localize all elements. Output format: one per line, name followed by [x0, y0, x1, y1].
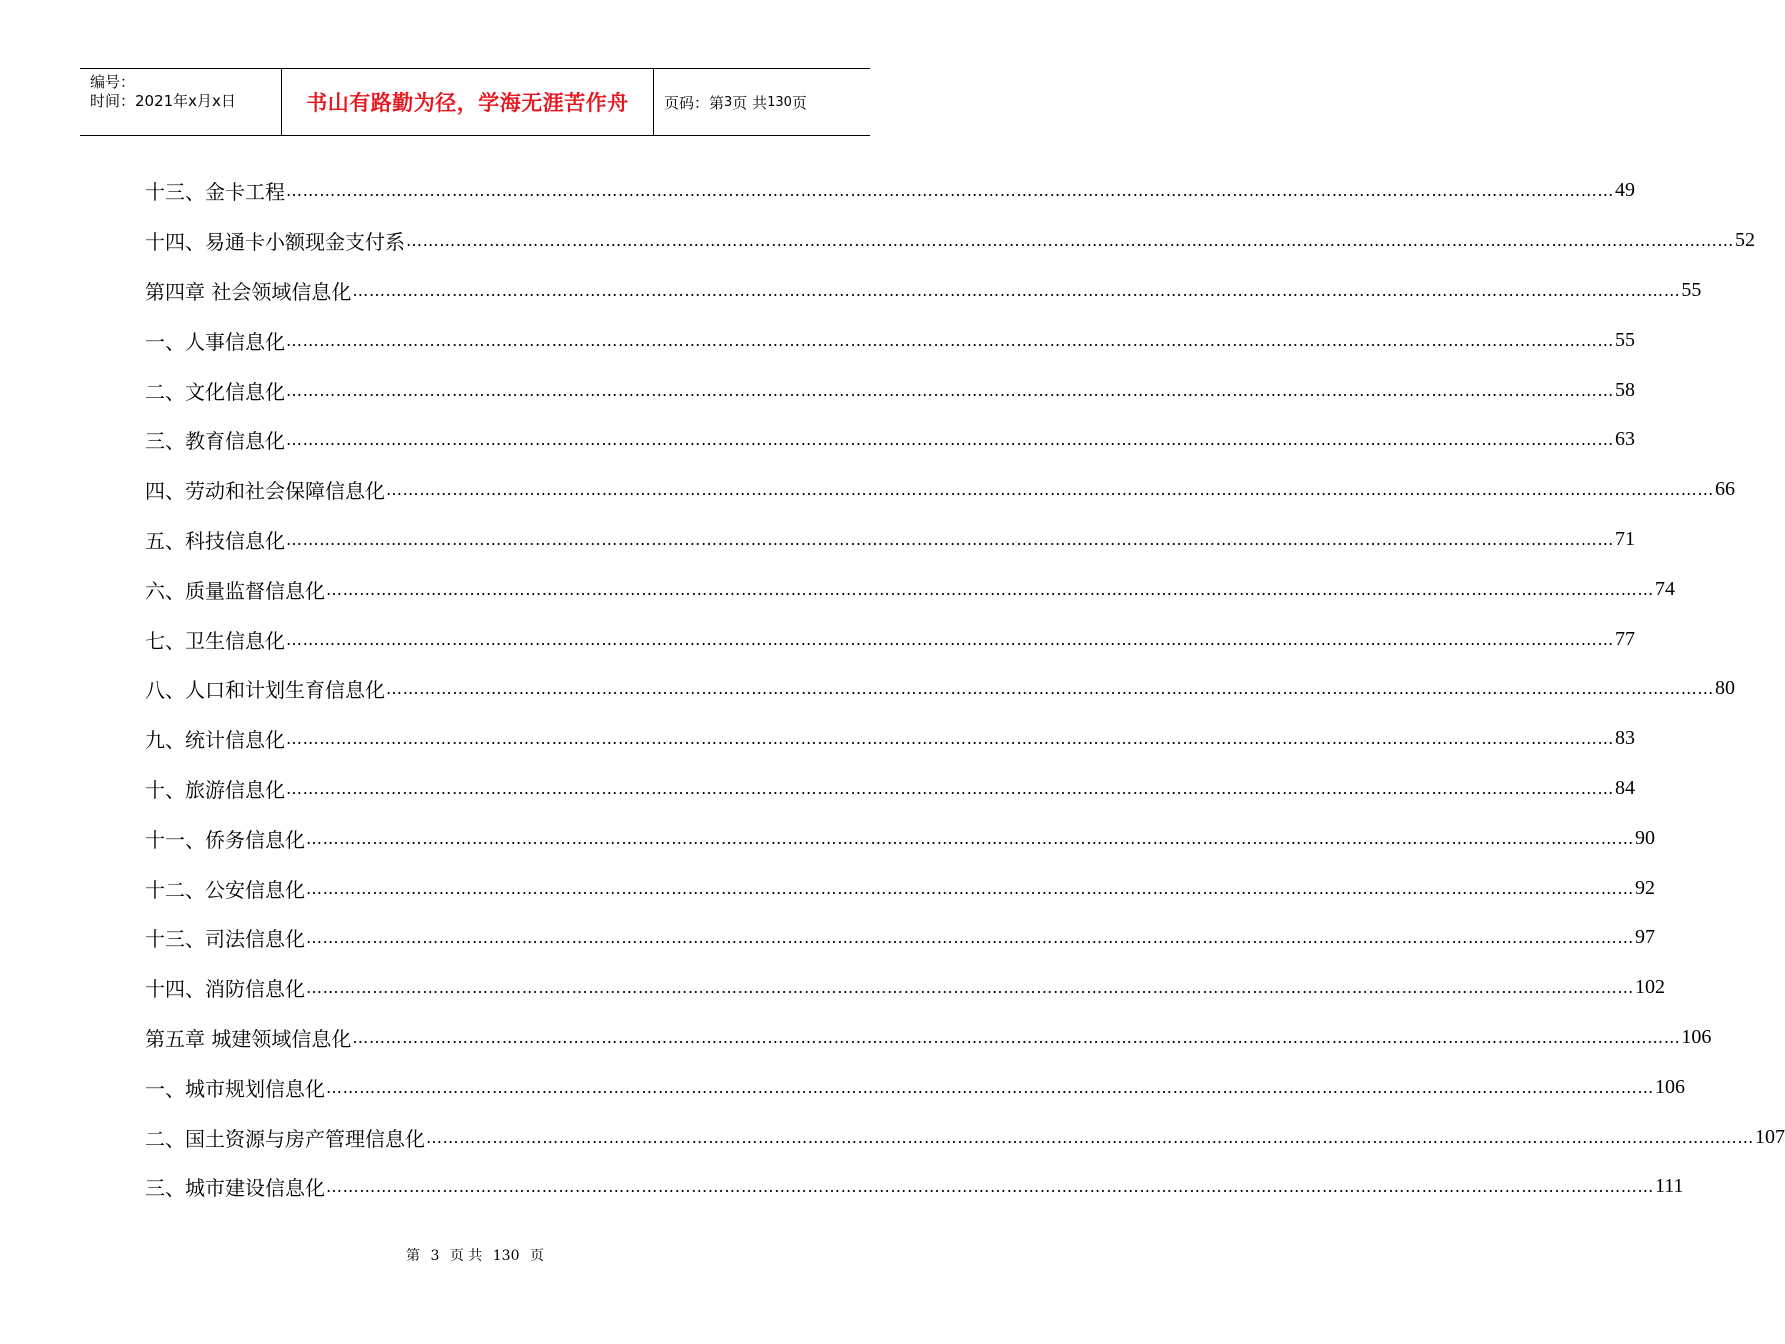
document-time-label: 时间：2021年x月x日	[90, 92, 236, 110]
toc-entry-page: 92	[1635, 876, 1655, 899]
header-page-info	[654, 69, 870, 135]
footer-total-pages: 130	[492, 1248, 520, 1264]
toc-entry[interactable]	[145, 266, 1702, 316]
toc-dot-leader: ……………………………………………………………………………………………………………………………………………………………………………………………………………………	[326, 579, 1654, 599]
toc-entry[interactable]	[145, 564, 1675, 614]
toc-entry-title: 三、教育信息化	[145, 429, 285, 454]
toc-entry-title: 一、人事信息化	[145, 329, 285, 354]
toc-dot-leader: ……………………………………………………………………………………………………………………………………………………………………………………………………………………	[286, 380, 1614, 400]
toc-dot-leader: ……………………………………………………………………………………………………………………………………………………………………………………………………………………	[286, 330, 1614, 350]
toc-dot-leader: ……………………………………………………………………………………………………………………………………………………………………………………………………………………	[326, 1077, 1654, 1097]
toc-dot-leader: ……………………………………………………………………………………………………………………………………………………………………………………………………………………	[326, 1177, 1654, 1197]
header-page-end: 页	[791, 93, 807, 112]
toc-entry[interactable]	[145, 1162, 1684, 1212]
toc-entry-title: 十一、侨务信息化	[145, 827, 305, 852]
toc-entry[interactable]	[145, 963, 1665, 1013]
toc-entry[interactable]	[145, 714, 1635, 764]
toc-entry-title: 九、统计信息化	[145, 728, 285, 753]
toc-entry-page: 84	[1615, 776, 1635, 799]
toc-dot-leader: ……………………………………………………………………………………………………………………………………………………………………………………………………………………	[386, 480, 1714, 500]
toc-entry-page: 80	[1715, 677, 1735, 700]
toc-entry[interactable]	[145, 1062, 1685, 1112]
toc-entry-page: 107	[1755, 1125, 1785, 1148]
toc-entry-page: 52	[1735, 229, 1755, 252]
toc-entry[interactable]	[145, 1112, 1785, 1162]
toc-entry[interactable]	[145, 1013, 1712, 1063]
toc-entry[interactable]	[145, 764, 1635, 814]
toc-entry-title: 十三、金卡工程	[145, 180, 285, 205]
toc-entry-title: 十、旅游信息化	[145, 777, 285, 802]
toc-entry-page: 111	[1655, 1175, 1684, 1198]
toc-entry-title: 十四、消防信息化	[145, 977, 305, 1002]
toc-entry-page: 102	[1635, 976, 1665, 999]
footer-current-page: 3	[430, 1248, 440, 1264]
toc-entry[interactable]	[145, 863, 1655, 913]
toc-dot-leader: ……………………………………………………………………………………………………………………………………………………………………………………………………………………	[306, 828, 1634, 848]
toc-entry-title: 十三、司法信息化	[145, 927, 305, 952]
toc-entry-page: 55	[1615, 328, 1635, 351]
toc-dot-leader: ……………………………………………………………………………………………………………………………………………………………………………………………………………………	[306, 878, 1634, 898]
footer-post: 页	[529, 1248, 544, 1264]
header-page-total: 130	[767, 94, 792, 110]
toc-dot-leader: ……………………………………………………………………………………………………………………………………………………………………………………………………………………	[286, 778, 1614, 798]
toc-dot-leader: ……………………………………………………………………………………………………………………………………………………………………………………………………………………	[286, 529, 1614, 549]
toc-entry-title: 二、文化信息化	[145, 379, 285, 404]
page-footer	[0, 1245, 950, 1265]
toc-entry-title: 四、劳动和社会保障信息化	[145, 479, 385, 504]
toc-entry-page: 49	[1615, 179, 1635, 202]
toc-entry[interactable]	[145, 614, 1635, 664]
toc-entry[interactable]	[145, 664, 1735, 714]
toc-entry[interactable]	[145, 216, 1755, 266]
toc-entry-page: 58	[1615, 378, 1635, 401]
toc-entry[interactable]	[145, 315, 1635, 365]
document-number-label: 编号：	[90, 73, 136, 91]
toc-entry-title: 第五章 城建领域信息化	[145, 1026, 352, 1051]
toc-entry-title: 第四章 社会领域信息化	[145, 279, 352, 304]
toc-entry-page: 90	[1635, 826, 1655, 849]
toc-entry-page: 77	[1615, 627, 1635, 650]
toc-dot-leader: ……………………………………………………………………………………………………………………………………………………………………………………………………………………	[386, 679, 1714, 699]
toc-entry-title: 一、城市规划信息化	[145, 1076, 325, 1101]
toc-entry-page: 63	[1615, 428, 1635, 451]
toc-entry-title: 二、国土资源与房产管理信息化	[145, 1126, 425, 1151]
toc-entry[interactable]	[145, 465, 1735, 515]
toc-dot-leader: ……………………………………………………………………………………………………………………………………………………………………………………………………………………	[352, 280, 1681, 300]
toc-entry[interactable]	[145, 813, 1655, 863]
toc-dot-leader: ……………………………………………………………………………………………………………………………………………………………………………………………………………………	[406, 231, 1734, 251]
toc-dot-leader: ……………………………………………………………………………………………………………………………………………………………………………………………………………………	[352, 1027, 1681, 1047]
toc-dot-leader: ……………………………………………………………………………………………………………………………………………………………………………………………………………………	[286, 181, 1614, 201]
toc-entry-page: 83	[1615, 727, 1635, 750]
toc-entry-page: 66	[1715, 478, 1735, 501]
toc-entry[interactable]	[145, 913, 1655, 963]
toc-entry[interactable]	[145, 365, 1635, 415]
toc-dot-leader: ……………………………………………………………………………………………………………………………………………………………………………………………………………………	[286, 430, 1614, 450]
toc-entry-title: 三、城市建设信息化	[145, 1176, 325, 1201]
page-header	[80, 68, 870, 136]
table-of-contents	[145, 166, 1785, 1212]
toc-entry-title: 十二、公安信息化	[145, 877, 305, 902]
toc-entry-title: 六、质量监督信息化	[145, 578, 325, 603]
toc-entry[interactable]	[145, 515, 1635, 565]
toc-entry[interactable]	[145, 166, 1635, 216]
header-page-current: 3	[724, 94, 733, 110]
toc-entry-title: 十四、易通卡小额现金支付系	[145, 230, 405, 255]
toc-entry-title: 七、卫生信息化	[145, 628, 285, 653]
toc-entry-page: 74	[1655, 577, 1675, 600]
toc-entry-page: 106	[1655, 1075, 1685, 1098]
toc-entry[interactable]	[145, 415, 1635, 465]
header-meta	[80, 69, 281, 135]
header-page-mid: 页 共	[732, 93, 768, 112]
toc-dot-leader: ……………………………………………………………………………………………………………………………………………………………………………………………………………………	[286, 629, 1614, 649]
toc-entry-title: 五、科技信息化	[145, 528, 285, 553]
toc-dot-leader: ……………………………………………………………………………………………………………………………………………………………………………………………………………………	[286, 729, 1614, 749]
toc-dot-leader: ……………………………………………………………………………………………………………………………………………………………………………………………………………………	[306, 978, 1634, 998]
toc-entry-page: 71	[1615, 527, 1635, 550]
footer-mid: 页 共	[449, 1248, 483, 1264]
header-page-label: 页码：第	[664, 93, 725, 112]
toc-dot-leader: ……………………………………………………………………………………………………………………………………………………………………………………………………………………	[306, 928, 1634, 948]
footer-pre: 第	[406, 1248, 421, 1264]
toc-entry-page: 106	[1681, 1025, 1712, 1048]
toc-entry-title: 八、人口和计划生育信息化	[145, 678, 385, 703]
toc-entry-page: 97	[1635, 926, 1655, 949]
toc-entry-page: 55	[1681, 278, 1702, 301]
toc-dot-leader: ……………………………………………………………………………………………………………………………………………………………………………………………………………………	[426, 1127, 1754, 1147]
header-motto: 书山有路勤为径，学海无涯苦作舟	[281, 69, 654, 135]
